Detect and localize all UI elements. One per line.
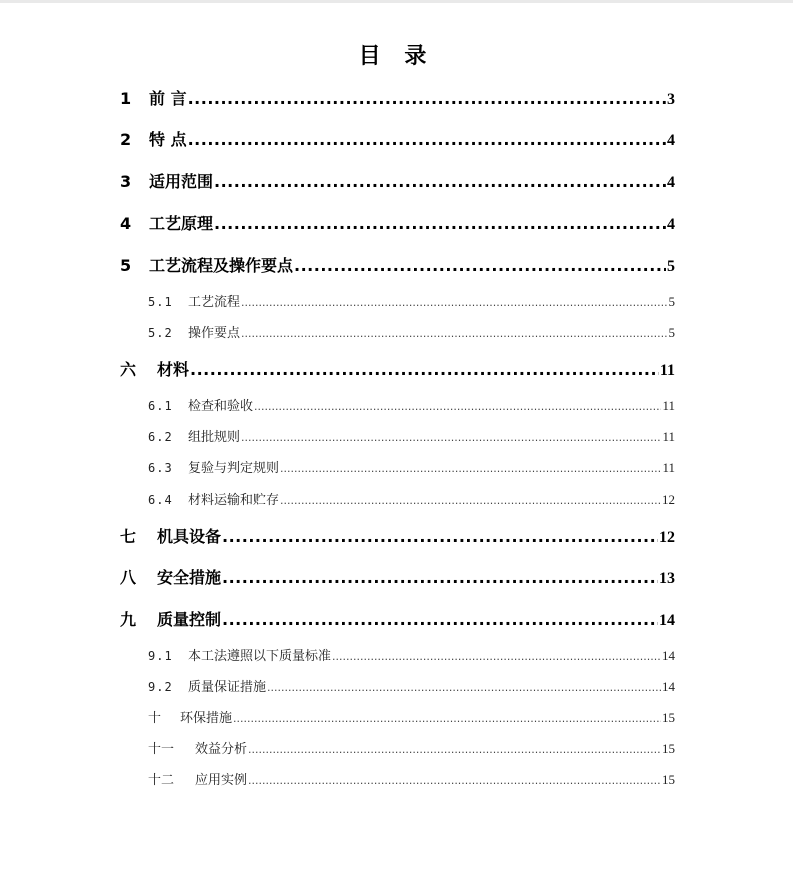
dot-leader xyxy=(248,739,661,761)
toc-entry[interactable] xyxy=(120,565,675,591)
dot-leader xyxy=(294,253,666,279)
toc-subentry-label: 应用实例 xyxy=(195,773,248,788)
toc-entry-number: 八 xyxy=(120,568,137,587)
toc-subentry-number: 十一 xyxy=(148,742,175,757)
toc-subentry-page: 14 xyxy=(662,648,675,663)
toc-subentry[interactable] xyxy=(148,489,675,511)
dot-leader xyxy=(241,323,667,345)
toc-subentry-label: 复验与判定规则 xyxy=(188,461,280,476)
toc-entry[interactable] xyxy=(120,524,675,550)
toc-entry-number: 七 xyxy=(120,527,137,546)
toc-subentry-page: 5 xyxy=(668,325,675,340)
toc-entry-label: 机具设备 xyxy=(157,527,222,546)
dot-leader xyxy=(241,427,661,449)
dot-leader xyxy=(214,169,666,195)
dot-leader xyxy=(254,396,661,418)
toc-entry-page: 11 xyxy=(659,362,675,379)
toc-entry-label: 工艺原理 xyxy=(149,214,214,233)
toc-subentry-label: 质量保证措施 xyxy=(188,680,267,695)
toc-entry[interactable] xyxy=(120,211,675,237)
toc-entry[interactable] xyxy=(120,86,675,112)
toc-entry-page: 4 xyxy=(667,174,675,191)
toc-entry-page: 14 xyxy=(659,612,675,629)
dot-leader xyxy=(222,565,658,591)
toc-subentry-number: 6.4 xyxy=(148,493,173,507)
toc-entry-label: 质量控制 xyxy=(157,610,222,629)
toc-subentry[interactable] xyxy=(148,738,675,760)
toc-entry-label: 特 点 xyxy=(149,130,187,149)
toc-entry-page: 12 xyxy=(659,529,675,546)
toc-entry-number: 5 xyxy=(120,256,132,275)
dot-leader xyxy=(332,646,661,668)
toc-subentry-number: 6.3 xyxy=(148,461,173,475)
dot-leader xyxy=(241,292,667,314)
toc-subentry-label: 操作要点 xyxy=(188,326,241,341)
toc-entry[interactable] xyxy=(120,607,675,633)
toc-subentry-page: 11 xyxy=(662,429,675,444)
toc-entry[interactable] xyxy=(120,169,675,195)
toc-entry-number: 4 xyxy=(120,214,132,233)
toc-subentry[interactable] xyxy=(148,322,675,344)
toc-subentry-number: 5.2 xyxy=(148,326,173,340)
toc-title: 目 录 xyxy=(358,44,435,69)
toc-entry-label: 安全措施 xyxy=(157,568,222,587)
toc-subentry[interactable] xyxy=(148,676,675,698)
toc-entry-label: 材料 xyxy=(157,360,190,379)
toc-entry-number: 3 xyxy=(120,172,132,191)
toc-subentry[interactable] xyxy=(148,645,675,667)
dot-leader xyxy=(188,86,666,112)
toc-subentry-number: 十二 xyxy=(148,773,175,788)
toc-subentry-page: 14 xyxy=(662,679,675,694)
toc-subentry-page: 11 xyxy=(662,460,675,475)
toc-entry-page: 3 xyxy=(667,91,675,108)
toc-subentry[interactable] xyxy=(148,457,675,479)
toc-entry-page: 5 xyxy=(667,258,675,275)
toc-entry-number: 六 xyxy=(120,360,137,379)
toc-subentry-label: 本工法遵照以下质量标准 xyxy=(188,649,332,664)
toc-subentry-number: 6.1 xyxy=(148,399,173,413)
toc-subentry[interactable] xyxy=(148,426,675,448)
dot-leader xyxy=(233,708,661,730)
toc-subentry-page: 15 xyxy=(662,772,675,787)
toc-subentry[interactable] xyxy=(148,769,675,791)
toc-subentry-label: 组批规则 xyxy=(188,430,241,445)
toc-entry-number: 1 xyxy=(120,89,132,108)
toc-subentry-page: 12 xyxy=(662,492,675,507)
toc-entry-page: 4 xyxy=(667,132,675,149)
toc-subentry-number: 6.2 xyxy=(148,430,173,444)
toc-subentry-label: 检查和验收 xyxy=(188,399,254,414)
dot-leader xyxy=(280,458,661,480)
toc-subentry-number: 5.1 xyxy=(148,295,173,309)
dot-leader xyxy=(280,490,661,512)
page-top-border xyxy=(0,0,793,3)
dot-leader xyxy=(190,357,659,383)
toc-entry-label: 适用范围 xyxy=(149,172,214,191)
toc-subentry-label: 效益分析 xyxy=(195,742,248,757)
dot-leader xyxy=(248,770,661,792)
toc-subentry-number: 9.2 xyxy=(148,680,173,694)
dot-leader xyxy=(222,607,658,633)
toc-entry[interactable] xyxy=(120,127,675,153)
toc-subentry-page: 15 xyxy=(662,741,675,756)
toc-subentry[interactable] xyxy=(148,707,675,729)
toc-subentry-page: 11 xyxy=(662,398,675,413)
toc-subentry-number: 9.1 xyxy=(148,649,173,663)
toc-subentry[interactable] xyxy=(148,291,675,313)
dot-leader xyxy=(188,127,666,153)
toc-subentry-label: 环保措施 xyxy=(180,711,233,726)
toc-entry-page: 4 xyxy=(667,216,675,233)
toc-subentry-number: 十 xyxy=(148,711,162,726)
toc-subentry-label: 工艺流程 xyxy=(188,295,241,310)
dot-leader xyxy=(214,211,666,237)
toc-entry-number: 九 xyxy=(120,610,137,629)
dot-leader xyxy=(267,677,661,699)
toc-subentry-page: 15 xyxy=(662,710,675,725)
toc-subentry[interactable] xyxy=(148,395,675,417)
toc-entry-label: 前 言 xyxy=(149,89,187,108)
toc-entry[interactable] xyxy=(120,357,675,383)
toc-subentry-page: 5 xyxy=(668,294,675,309)
toc-entry-number: 2 xyxy=(120,130,132,149)
toc-subentry-label: 材料运输和贮存 xyxy=(188,493,280,508)
toc-entry-label: 工艺流程及操作要点 xyxy=(149,256,294,275)
toc-entry-page: 13 xyxy=(659,570,675,587)
dot-leader xyxy=(222,524,658,550)
toc-entry[interactable] xyxy=(120,253,675,279)
